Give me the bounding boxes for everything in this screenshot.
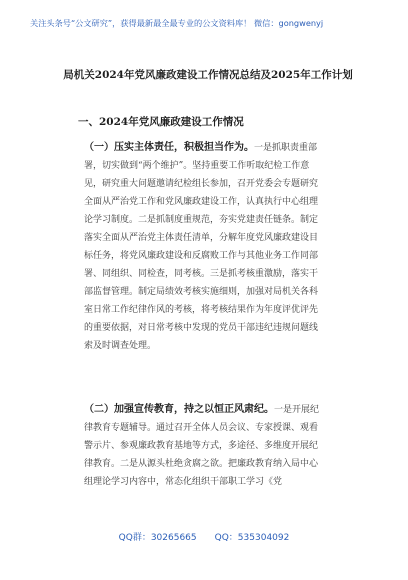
paragraph-1 <box>84 139 326 355</box>
section-heading: 一、2024年党风廉政建设工作情况 <box>78 116 244 128</box>
contact-footer <box>0 531 408 545</box>
paragraph-body: 一是开展纪律教育专题辅导。通过召开全体人员会议、专家授课、观看警示片、参观廉政教育基地等方式，多途径、多维度开展纪律教育。二是从源头杜绝贪腐之欲。把廉政教育纳入局中心组理论学习内容中，常态化组织干部职工学习《党 <box>84 405 320 487</box>
qq-group-number: QQ群：30265665 <box>118 533 197 543</box>
paragraph-body: 一是抓职责重部署，切实做到“两个维护”。坚持重要工作听取纪检工作意见，研究重大问题邀请纪检组长参加，召开党委会专题研究全面从严治党工作和党风廉政建设工作，认真执行中心组理论学习制度。二是抓制度重规范，夯实党建责任链条。制定落实全面从严治党主体责任清单，分解年度党风廉政建设目标任务，将党风廉政建设和反腐败工作与其他业务工作同部署、同组织、同检查，同考核。三是抓考核重激励，落实干部监督管理。制定局绩效考核实施细则，加强对局机关各科室日常工作纪律作风的考核，将考核结果作为年度评优评先的重要依据，对日常考核中发现的党员干部违纪违规问题线索及时调查处理。 <box>84 143 319 351</box>
qq-number: QQ：535304092 <box>214 533 290 543</box>
paragraph-lead: （一）压实主体责任，积极担当作为。 <box>84 142 254 153</box>
paragraph-lead: （二）加强宣传教育，持之以恒正风肃纪。 <box>84 404 274 415</box>
paragraph-2 <box>84 401 326 491</box>
promo-banner: 关注头条号“公文研究”，获得最新最全最专业的公文资料库！ 微信：gongwenyj <box>30 18 324 28</box>
document-title: 局机关2024年党风廉政建设工作情况总结及2025年工作计划 <box>63 69 353 81</box>
